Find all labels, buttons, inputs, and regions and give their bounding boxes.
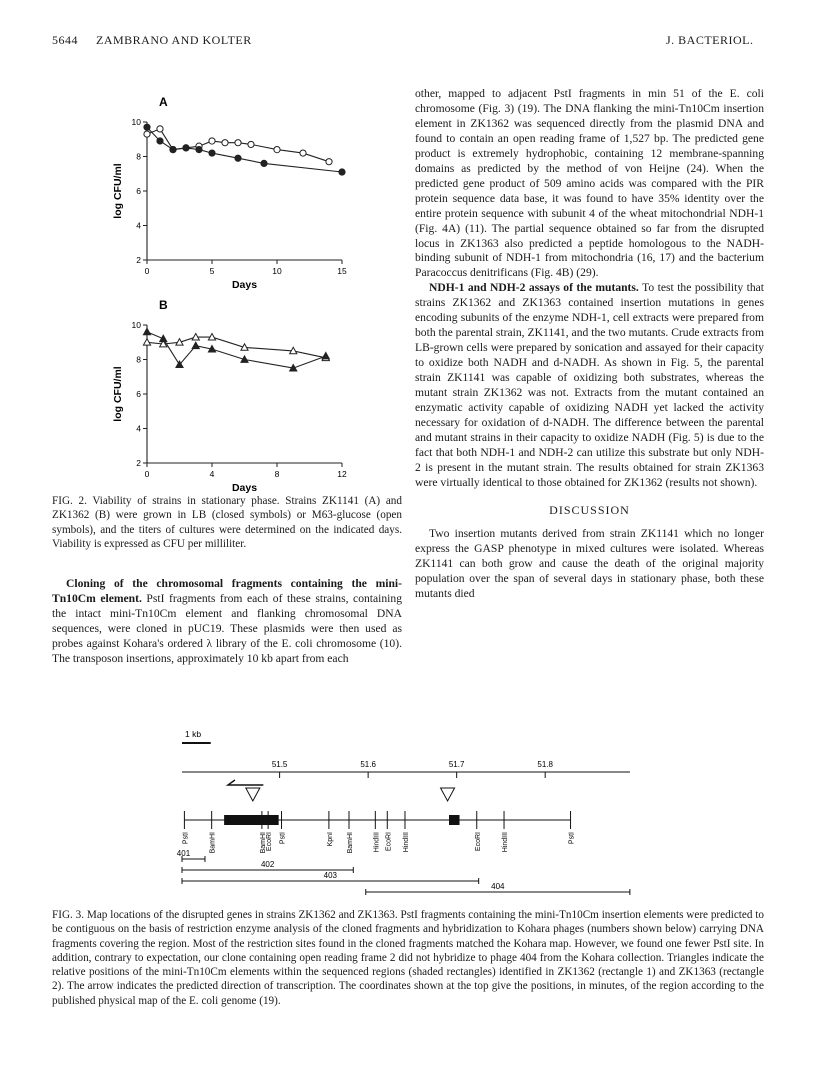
x-tick-label: 12 — [337, 469, 347, 479]
gene-rectangle-1 — [224, 815, 279, 825]
y-axis-label: log CFU/ml — [112, 163, 124, 219]
x-tick-label: 0 — [144, 266, 150, 276]
data-point — [192, 342, 199, 348]
data-point — [183, 145, 189, 151]
phage-label: 401 — [176, 849, 191, 858]
x-tick-label: 0 — [144, 469, 150, 479]
figure-2-caption: FIG. 2. Viability of strains in stationary phase. Strains ZK1141 (A) and ZK1362 (B) were grown in LB (closed symbols) or M63-glucose (open symbols), and the titers of cultures were determined on the indicated days. Viability is expressed as CFU per milliliter. — [52, 495, 402, 550]
transcription-arrow — [228, 780, 263, 785]
x-tick-label: 5 — [209, 266, 215, 276]
data-point — [300, 150, 306, 156]
restriction-site-label: HindIII — [373, 832, 381, 853]
y-tick-label: 6 — [136, 389, 141, 399]
data-point — [274, 147, 280, 153]
phage-label: 402 — [260, 860, 275, 869]
y-tick-label: 4 — [136, 423, 141, 434]
coordinate-label: 51.7 — [448, 760, 465, 769]
data-point — [143, 339, 150, 345]
data-point — [326, 159, 332, 165]
restriction-site-label: EcoRI — [474, 832, 482, 852]
page-number: 5644 — [52, 33, 78, 47]
data-point — [157, 126, 163, 132]
data-point — [209, 138, 215, 144]
insertion-triangle — [441, 788, 455, 801]
y-tick-label: 2 — [136, 255, 141, 265]
restriction-site-label: PstI — [279, 832, 287, 845]
coordinate-label: 51.5 — [271, 760, 288, 769]
figure-3-content — [177, 729, 630, 895]
data-point — [222, 140, 228, 146]
y-tick-label: 10 — [131, 117, 141, 127]
running-header-authors: ZAMBRANO AND KOLTER — [96, 33, 252, 47]
phage-label: 404 — [491, 882, 505, 891]
coordinate-label: 51.8 — [537, 760, 553, 769]
restriction-site-label: BamHI — [209, 832, 217, 854]
data-point — [209, 150, 215, 156]
data-point — [261, 160, 267, 166]
y-axis-label: log CFU/ml — [112, 366, 124, 422]
data-point — [143, 328, 150, 334]
y-tick-label: 8 — [136, 151, 141, 162]
restriction-site-label: EcoRI — [266, 832, 274, 852]
ndh-assays-paragraph: To test the possibility that strains ZK1362 and ZK1363 contained insertion mutations in genes encoding subunits of the enzyme NDH-1, cell extracts were prepared from both the parental strain, ZK1141, and the two mutants. Crude extracts from LB-grown cells were prepared by sonication and assayed for their capacity to oxidize both NADH and d-NADH. As shown in Fig. 5, the parental strain ZK1141 was capable of oxidizing both substrates, whereas the mutant strain ZK1362 was not. Extracts from the mutant contained an enzymatic activity capable of oxidizing NADH yet lacked the activity necessary for oxidation of d-NADH. The difference between the parental and mutant strains in their capacity to oxidize NADH (Fig. 5) is due to the fact that both NDH-1 and NDH-2 can utilize this substrate but only NDH-2 is present in the mutant strain. The results obtained for strain ZK1363 were virtually identical to those obtained for ZK1362 (results not shown). — [415, 281, 764, 489]
restriction-site-label: HindIII — [502, 832, 510, 853]
restriction-site-label: EcoRI — [385, 832, 393, 852]
insertion-triangle — [246, 788, 260, 801]
y-tick-label: 4 — [136, 220, 141, 231]
gene-rectangle-2 — [449, 815, 460, 825]
figure-2-panel-a — [112, 95, 347, 291]
figure-3-map — [160, 725, 660, 897]
right-paragraph-1: other, mapped to adjacent PstI fragments in min 51 of the E. coli chromosome (Fig. 3) (19). The DNA flanking the mini-Tn10Cm insertion element in ZK1362 was sequenced directly from the plasmid DNA and found to contain an open reading frame of 1,527 bp. The predicted gene product is extremely hydrophobic, containing 12 membrane-spanning domains as predicted by the method of von Heijne (24). When the predicted gene product of 509 amino acids was compared with the PIR protein sequence data base, it was found to have 35% identity over the entire protein sequence with subunit 4 of the wheat mitochondrial NDH-1 (Fig. 4A) (11). The partial sequence obtained so far from the disrupted locus in ZK1363 also predicted a peptide homologous to the NADH-binding subunit of NDH-1 from mitochondria (16, 17) and the bacterium Paracoccus denitrificans (Fig. 4B) (29). — [415, 87, 764, 280]
data-point — [248, 141, 254, 147]
panel-label: B — [159, 298, 168, 312]
x-tick-label: 10 — [272, 266, 282, 276]
figure-2-panel-b — [112, 298, 347, 494]
x-axis-label: Days — [231, 482, 258, 494]
panel-label: A — [159, 95, 168, 109]
data-point — [235, 140, 241, 146]
data-point — [160, 335, 167, 341]
data-point — [339, 169, 345, 175]
running-header-journal: J. BACTERIOL. — [666, 33, 754, 47]
right-column — [415, 87, 764, 601]
x-tick-label: 8 — [274, 469, 280, 479]
left-column — [52, 577, 402, 667]
cloning-paragraph: PstI fragments from each of these strains, containing the intact mini-Tn10Cm element and flanking chromosomal DNA sequences, were cloned in pUC19. These plasmids were then used as probes against Kohara's ordered λ library of the E. coli chromosome (10). The transposon insertions, approximately 10 kb apart from each — [52, 591, 402, 665]
restriction-site-label: BamHI — [346, 832, 354, 854]
restriction-site-label: PstI — [182, 832, 190, 845]
y-tick-label: 10 — [131, 320, 141, 330]
section-heading-cloning: Cloning of the chromosomal fragments containing the mini-Tn10Cm element. — [52, 577, 402, 605]
x-tick-label: 15 — [337, 266, 347, 276]
discussion-heading: DISCUSSION — [549, 502, 630, 517]
restriction-site-label: PstI — [568, 832, 576, 845]
figure-2 — [100, 88, 370, 494]
y-tick-label: 6 — [136, 186, 141, 196]
coordinate-label: 51.6 — [360, 760, 376, 769]
x-tick-label: 4 — [209, 469, 215, 479]
y-tick-label: 8 — [136, 354, 141, 365]
data-point — [196, 147, 202, 153]
restriction-site-label: KpnI — [326, 832, 334, 847]
x-axis-label: Days — [231, 279, 258, 291]
scale-bar-label: 1 kb — [185, 729, 202, 739]
restriction-site-label: BamHI — [259, 832, 267, 854]
data-point — [235, 155, 241, 161]
figure-3-caption: FIG. 3. Map locations of the disrupted genes in strains ZK1362 and ZK1363. PstI fragments containing the mini-Tn10Cm insertion elements were predicted to be contiguous on the basis of restriction enzyme analysis of the cloned fragments and hybridization to Kohara phages (numbers shown below) carrying DNA fragments covering the region. Most of the restriction sites found in the cloned fragments matched the Kohara map. However, we found one fewer PstI site. In addition, contrary to expectation, our clone containing open reading frame 2 did not hybridize to phage 404 from the Kohara collection. Triangles indicate the relative positions of the mini-Tn10Cm elements within the sequenced regions (shaded rectangles) identified in ZK1362 (rectangle 1) and ZK1363 (rectangle 2). The arrow indicates the predicted direction of transcription. The coordinates shown at the top give the positions, in minutes, of the region according to the published physical map of the E. coli genome (19). — [52, 909, 764, 1007]
restriction-site-label: HindIII — [402, 832, 410, 853]
data-point — [170, 147, 176, 153]
y-tick-label: 2 — [136, 458, 141, 468]
phage-label: 403 — [323, 871, 338, 880]
data-point — [144, 131, 150, 137]
section-heading-ndh-assays: NDH-1 and NDH-2 assays of the mutants. — [429, 281, 639, 295]
data-point — [144, 124, 150, 130]
data-point — [322, 352, 329, 358]
discussion-paragraph: Two insertion mutants derived from strain ZK1141 which no longer express the GASP phenotype in mixed cultures were isolated. Whereas ZK1141 can both grow and cause the death of the original majority population over the span of several days in stationary phase, both these mutants died — [415, 526, 764, 600]
data-point — [157, 138, 163, 144]
series-line-1 — [147, 332, 326, 368]
